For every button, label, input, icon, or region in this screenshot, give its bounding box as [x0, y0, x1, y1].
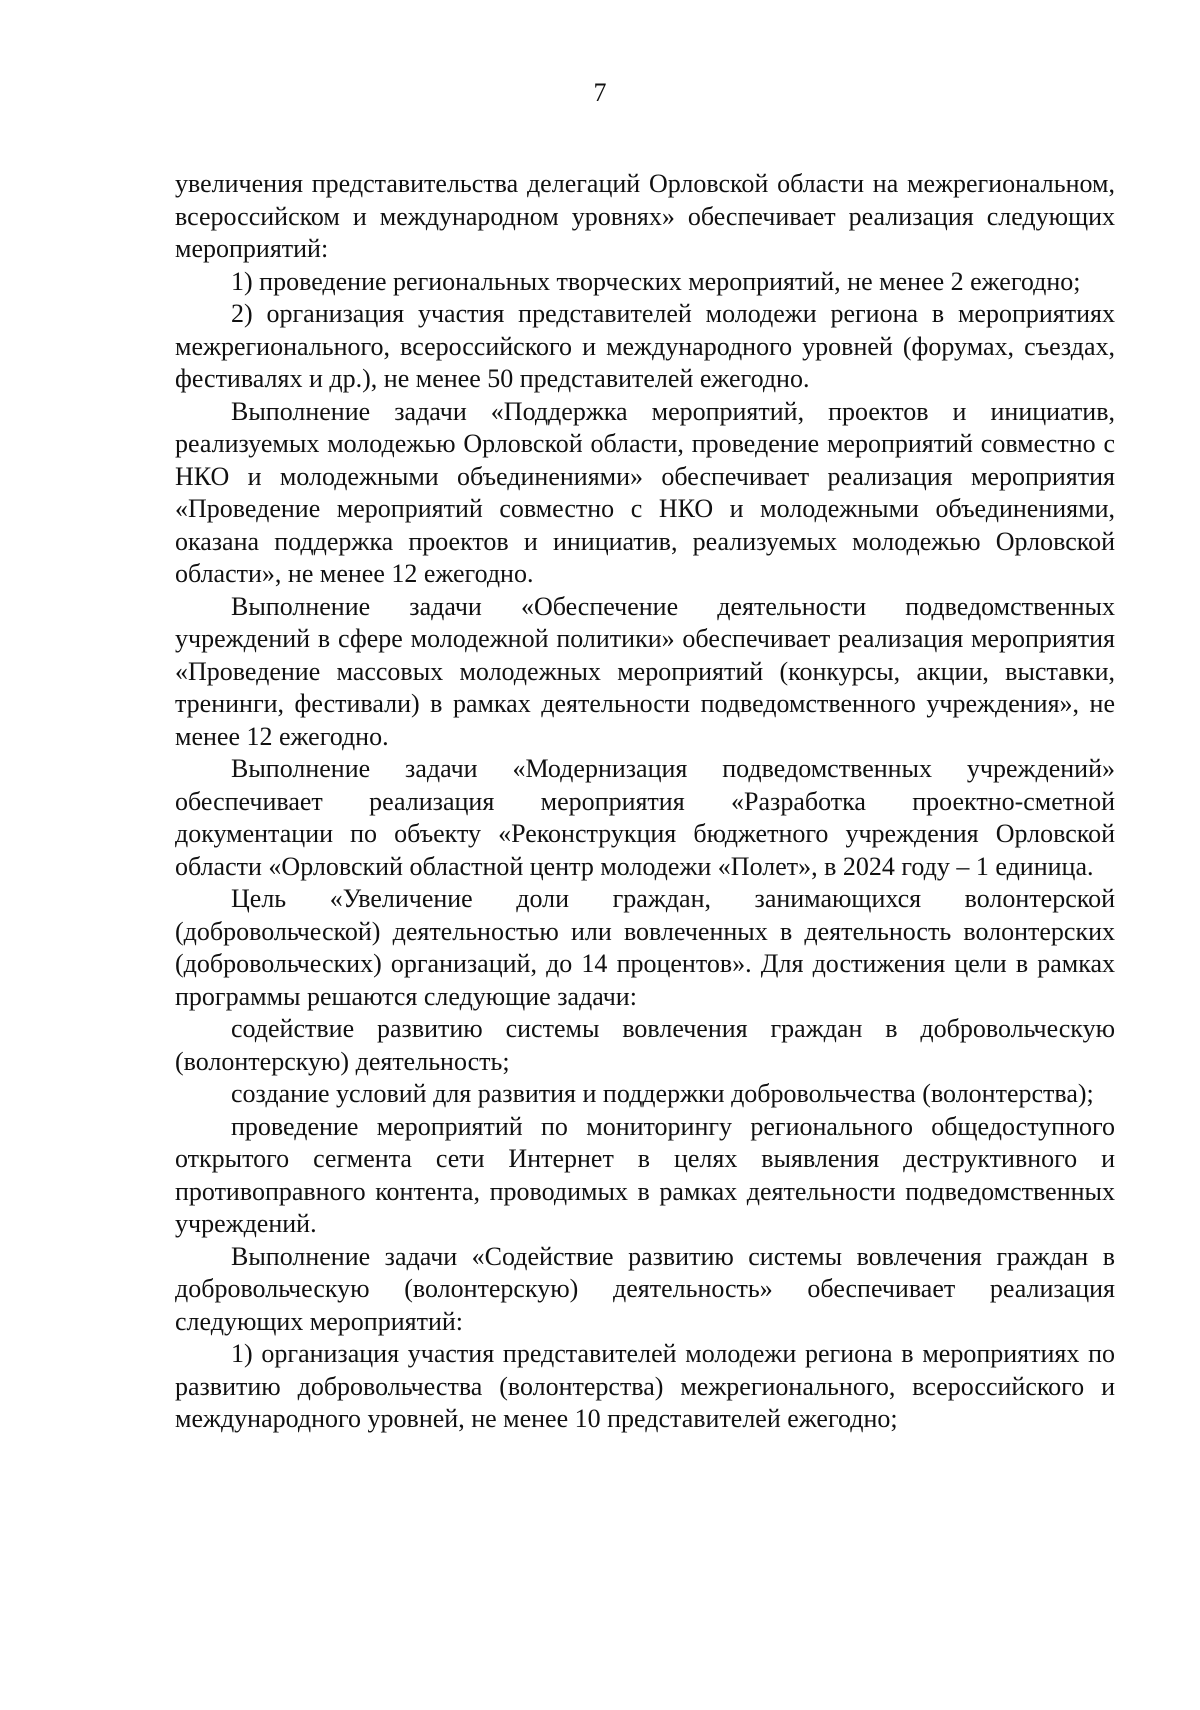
task-item-2: создание условий для развития и поддержки добровольчества (волонтерства);	[231, 1079, 1094, 1108]
list-item-2: 2) организация участия представителей молодежи региона в мероприятиях межрегионального, всероссийского и международного уровней (форумах, съездах, фестивалях и др.), не менее 50 представителей ежегодно.	[175, 299, 1115, 393]
list-item-volunteer-1: 1) организация участия представителей молодежи региона в мероприятиях по развитию добровольчества (волонтерства) межрегионального, всероссийского и международного уровней, не менее 10 представителей ежегодно;	[175, 1339, 1115, 1433]
list-item-1: 1) проведение региональных творческих мероприятий, не менее 2 ежегодно;	[231, 266, 1081, 296]
page-number: 7	[593, 78, 607, 107]
document-body	[175, 168, 1115, 1436]
paragraph-continuation: увеличения представительства делегаций Орловской области на межрегиональном, всероссийском и международном уровнях» обеспечивает реализация следующих мероприятий:	[175, 169, 1115, 263]
paragraph-task-modernization: Выполнение задачи «Модернизация подведомственных учреждений» обеспечивает реализация мероприятия «Разработка проектно-сметной документации по объекту «Реконструкция бюджетного учреждения Орловской области «Орловский областной центр молодежи «Полет», в 2024 году – 1 единица.	[175, 754, 1115, 881]
task-item-3: проведение мероприятий по мониторингу регионального общедоступного открытого сегмента сети Интернет в целях выявления деструктивного и противоправного контента, проводимых в рамках деятельности подведомственных учреждений.	[175, 1111, 1115, 1238]
task-item-1: содействие развитию системы вовлечения граждан в добровольческую (волонтерскую) деятельность;	[175, 1014, 1115, 1076]
paragraph-task-institutions: Выполнение задачи «Обеспечение деятельности подведомственных учреждений в сфере молодежной политики» обеспечивает реализация мероприятия «Проведение массовых молодежных мероприятий (конкурсы, акции, выставки, тренинги, фестивали) в рамках деятельности подведомственного учреждения», не менее 12 ежегодно.	[175, 591, 1115, 751]
paragraph-task-volunteer-involvement: Выполнение задачи «Содействие развитию системы вовлечения граждан в добровольческую (волонтерскую) деятельность» обеспечивает реализация следующих мероприятий:	[175, 1241, 1115, 1336]
paragraph-goal-volunteers: Цель «Увеличение доли граждан, занимающихся волонтерской (добровольческой) деятельностью или вовлеченных в деятельность волонтерских (добровольческих) организаций, до 14 процентов». Для достижения цели в рамках программы решаются следующие задачи:	[175, 884, 1115, 1011]
paragraph-task-support: Выполнение задачи «Поддержка мероприятий, проектов и инициатив, реализуемых молодежью Орловской области, проведение мероприятий совместно с НКО и молодежными объединениями» обеспечивает реализация мероприятия «Проведение мероприятий совместно с НКО и молодежными объединениями, оказана поддержка проектов и инициатив, реализуемых молодежью Орловской области», не менее 12 ежегодно.	[175, 396, 1115, 588]
